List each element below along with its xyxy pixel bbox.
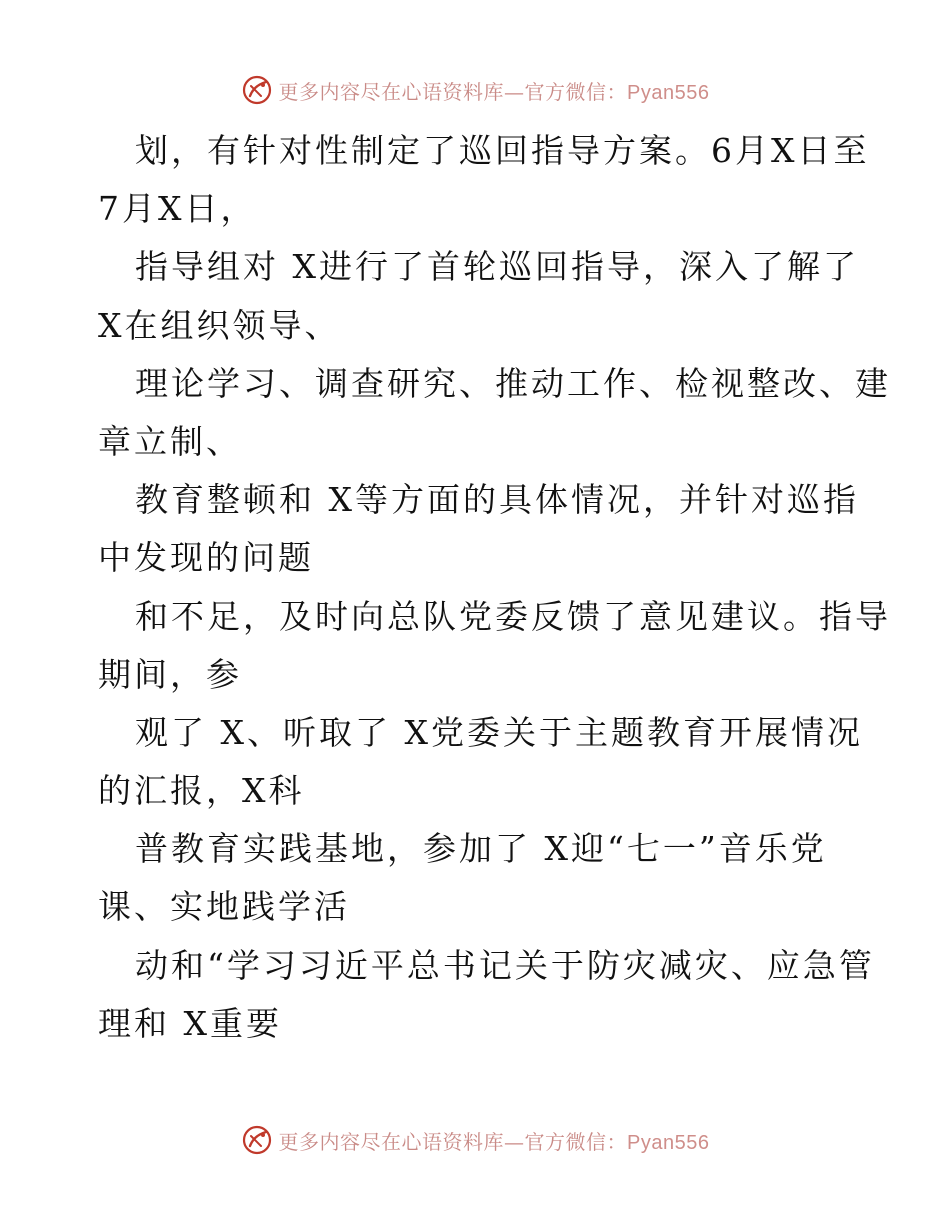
watermark-account: Pyan556	[627, 81, 710, 104]
watermark-label: 更多内容尽在心语资料库—官方微信：	[278, 79, 628, 104]
document-line: X在组织领导、	[98, 305, 341, 345]
document-line: 教育整顿和 X等方面的具体情况，并针对巡指	[135, 480, 859, 520]
document-line: 课、实地践学活	[98, 887, 350, 927]
document-body	[98, 122, 891, 1053]
document-line: 理论学习、调查研究、推动工作、检视整改、建	[135, 363, 891, 403]
watermark-account: Pyan556	[627, 1131, 710, 1154]
watermark-text	[279, 76, 710, 105]
document-line: 中发现的问题	[98, 538, 314, 578]
document-line: 划，有针对性制定了巡回指导方案。6月X日至	[135, 131, 870, 170]
document-line: 和不足，及时向总队党委反馈了意见建议。指导	[135, 596, 891, 636]
watermark-text	[279, 1126, 710, 1155]
document-line: 期间，参	[98, 654, 242, 694]
document-line: 指导组对 X进行了首轮巡回指导，深入了解了	[135, 247, 859, 287]
watermark-label: 更多内容尽在心语资料库—官方微信：	[278, 1129, 628, 1154]
watermark-header	[0, 70, 950, 110]
document-line: 章立制、	[98, 421, 242, 461]
brand-logo-icon	[241, 1124, 273, 1156]
brand-logo-icon	[241, 74, 273, 106]
document-line: 7月X日，	[98, 189, 257, 229]
document-line: 理和 X重要	[98, 1003, 282, 1043]
document-line: 的汇报，X科	[98, 771, 305, 811]
document-line: 观了 X、听取了 X党委关于主题教育开展情况	[135, 712, 863, 752]
document-line: 动和“学习习近平总书记关于防灾减灾、应急管	[135, 945, 875, 985]
document-line: 普教育实践基地，参加了 X迎“七一”音乐党	[135, 829, 827, 869]
watermark-footer	[0, 1120, 950, 1160]
